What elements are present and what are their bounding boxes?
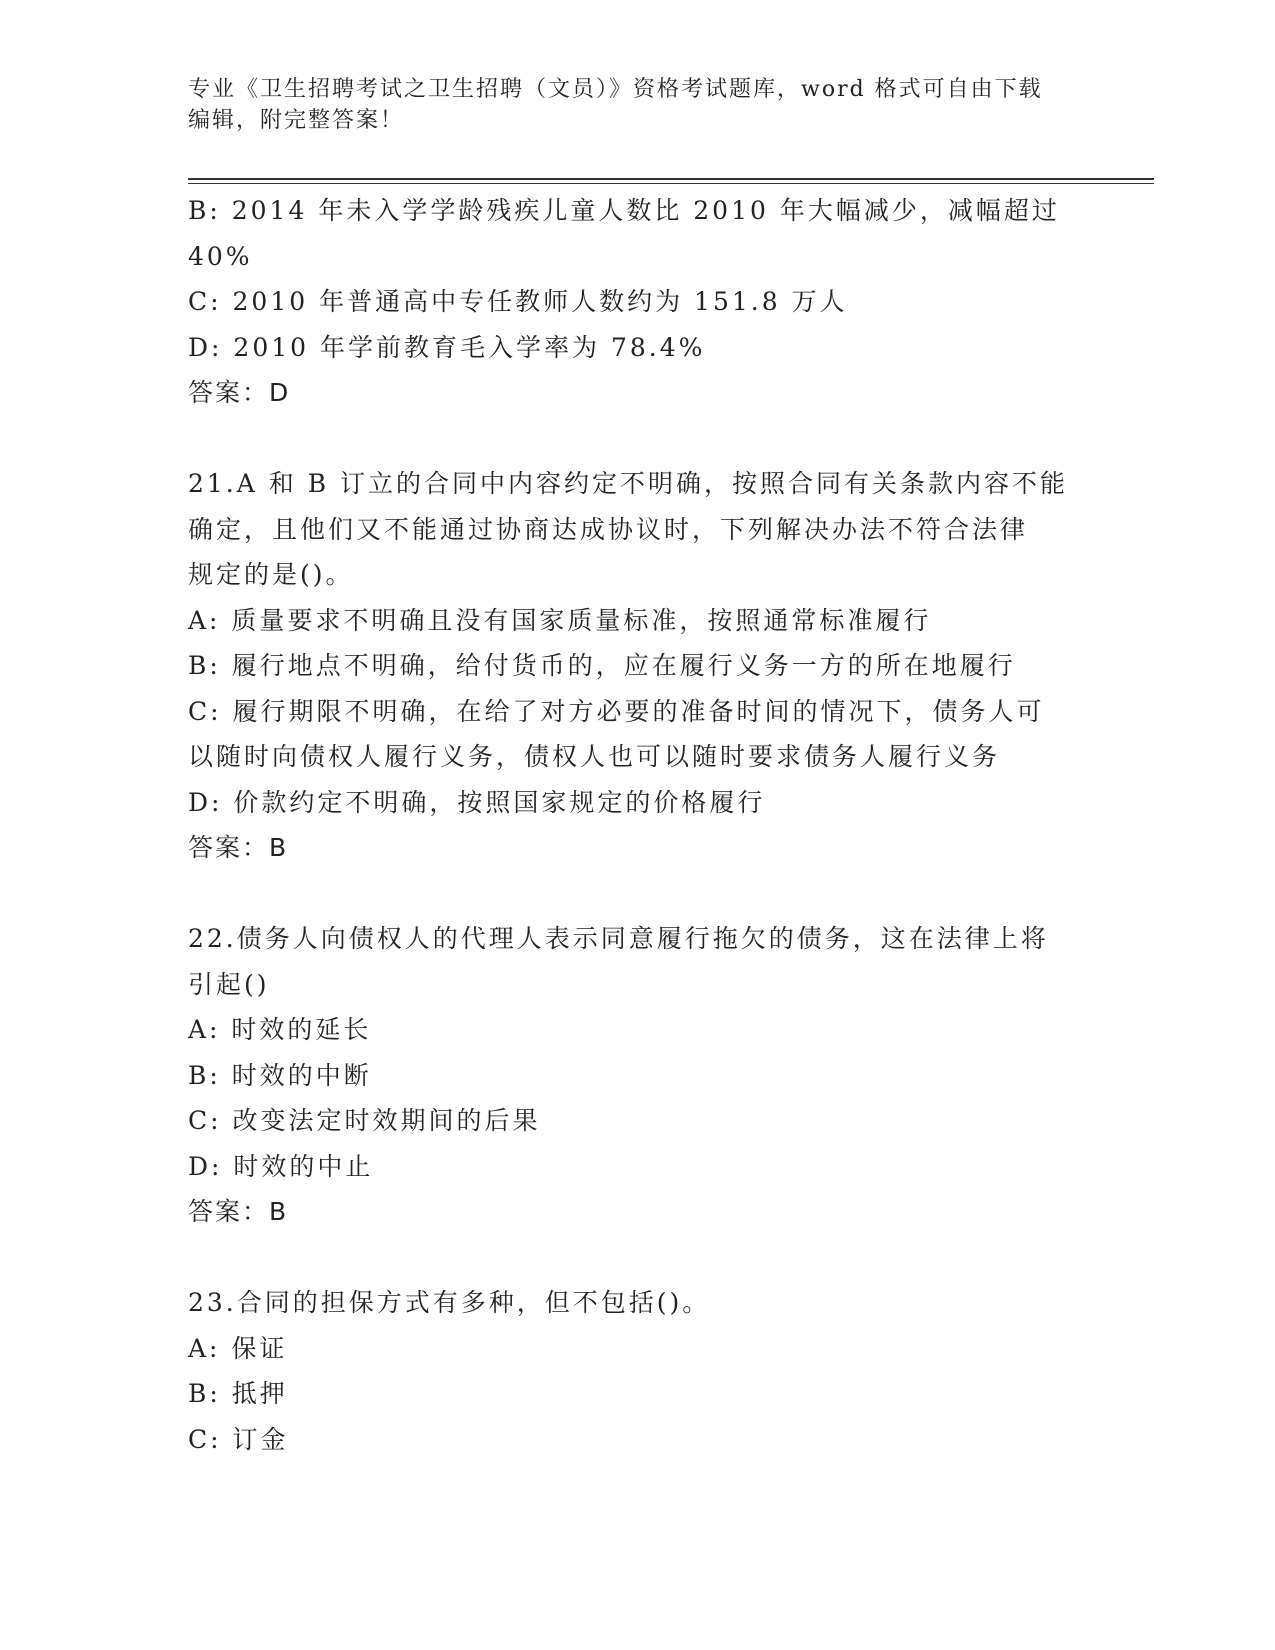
option-line: D: 时效的中止	[188, 1151, 374, 1181]
answer-line: 答案：D	[188, 378, 291, 407]
option-line: B: 抵押	[188, 1379, 288, 1408]
option-line: D: 价款约定不明确，按照国家规定的价格履行	[188, 787, 766, 817]
answer-line: 答案：B	[188, 1197, 289, 1226]
option-line: B: 2014 年未入学学龄残疾儿童人数比 2010 年大幅减少，减幅超过	[188, 196, 1060, 225]
option-line: C: 订金	[188, 1424, 289, 1454]
header-line-2: 编辑，附完整答案！	[188, 108, 405, 133]
header-divider-thick	[188, 178, 1154, 180]
question-stem-line: 22.债务人向债权人的代理人表示同意履行拖欠的债务，这在法律上将	[188, 924, 1049, 953]
header-divider-thin	[188, 183, 1154, 184]
question-stem-line: 引起()	[188, 969, 270, 999]
option-line: A: 时效的延长	[188, 1015, 372, 1044]
option-line: B: 履行地点不明确，给付货币的，应在履行义务一方的所在地履行	[188, 651, 1016, 680]
question-stem-line: 23.合同的担保方式有多种，但不包括()。	[188, 1288, 711, 1317]
option-line: 以随时向债权人履行义务，债权人也可以随时要求债务人履行义务	[188, 742, 1001, 771]
option-line: A: 质量要求不明确且没有国家质量标准，按照通常标准履行	[188, 605, 932, 635]
option-line: C: 改变法定时效期间的后果	[188, 1106, 541, 1135]
question-stem-line: 确定，且他们又不能通过协商达成协议时，下列解决办法不符合法律	[188, 514, 1029, 544]
answer-line: 答案：B	[188, 833, 289, 862]
question-22	[188, 916, 1088, 1235]
option-line: C: 履行期限不明确，在给了对方必要的准备时间的情况下，债务人可	[188, 696, 1045, 726]
question-21	[188, 461, 1088, 871]
option-line: C: 2010 年普通高中专任教师人数约为 151.8 万人	[188, 287, 848, 316]
question-23	[188, 1280, 1088, 1462]
option-line: B: 时效的中断	[188, 1060, 372, 1090]
option-line: A: 保证	[188, 1333, 288, 1363]
header-line-1: 专业《卫生招聘考试之卫生招聘（文员）》资格考试题库，word 格式可自由下载	[188, 77, 1043, 102]
question-stem-line: 21.A 和 B 订立的合同中内容约定不明确，按照合同有关条款内容不能	[188, 469, 1069, 498]
option-line: D: 2010 年学前教育毛入学率为 78.4%	[188, 332, 706, 362]
prev-question-block	[188, 188, 1088, 416]
question-stem-line: 规定的是()。	[188, 560, 354, 589]
document-header	[188, 74, 1068, 136]
option-line: 40%	[188, 241, 253, 271]
question-content	[188, 188, 1088, 1462]
